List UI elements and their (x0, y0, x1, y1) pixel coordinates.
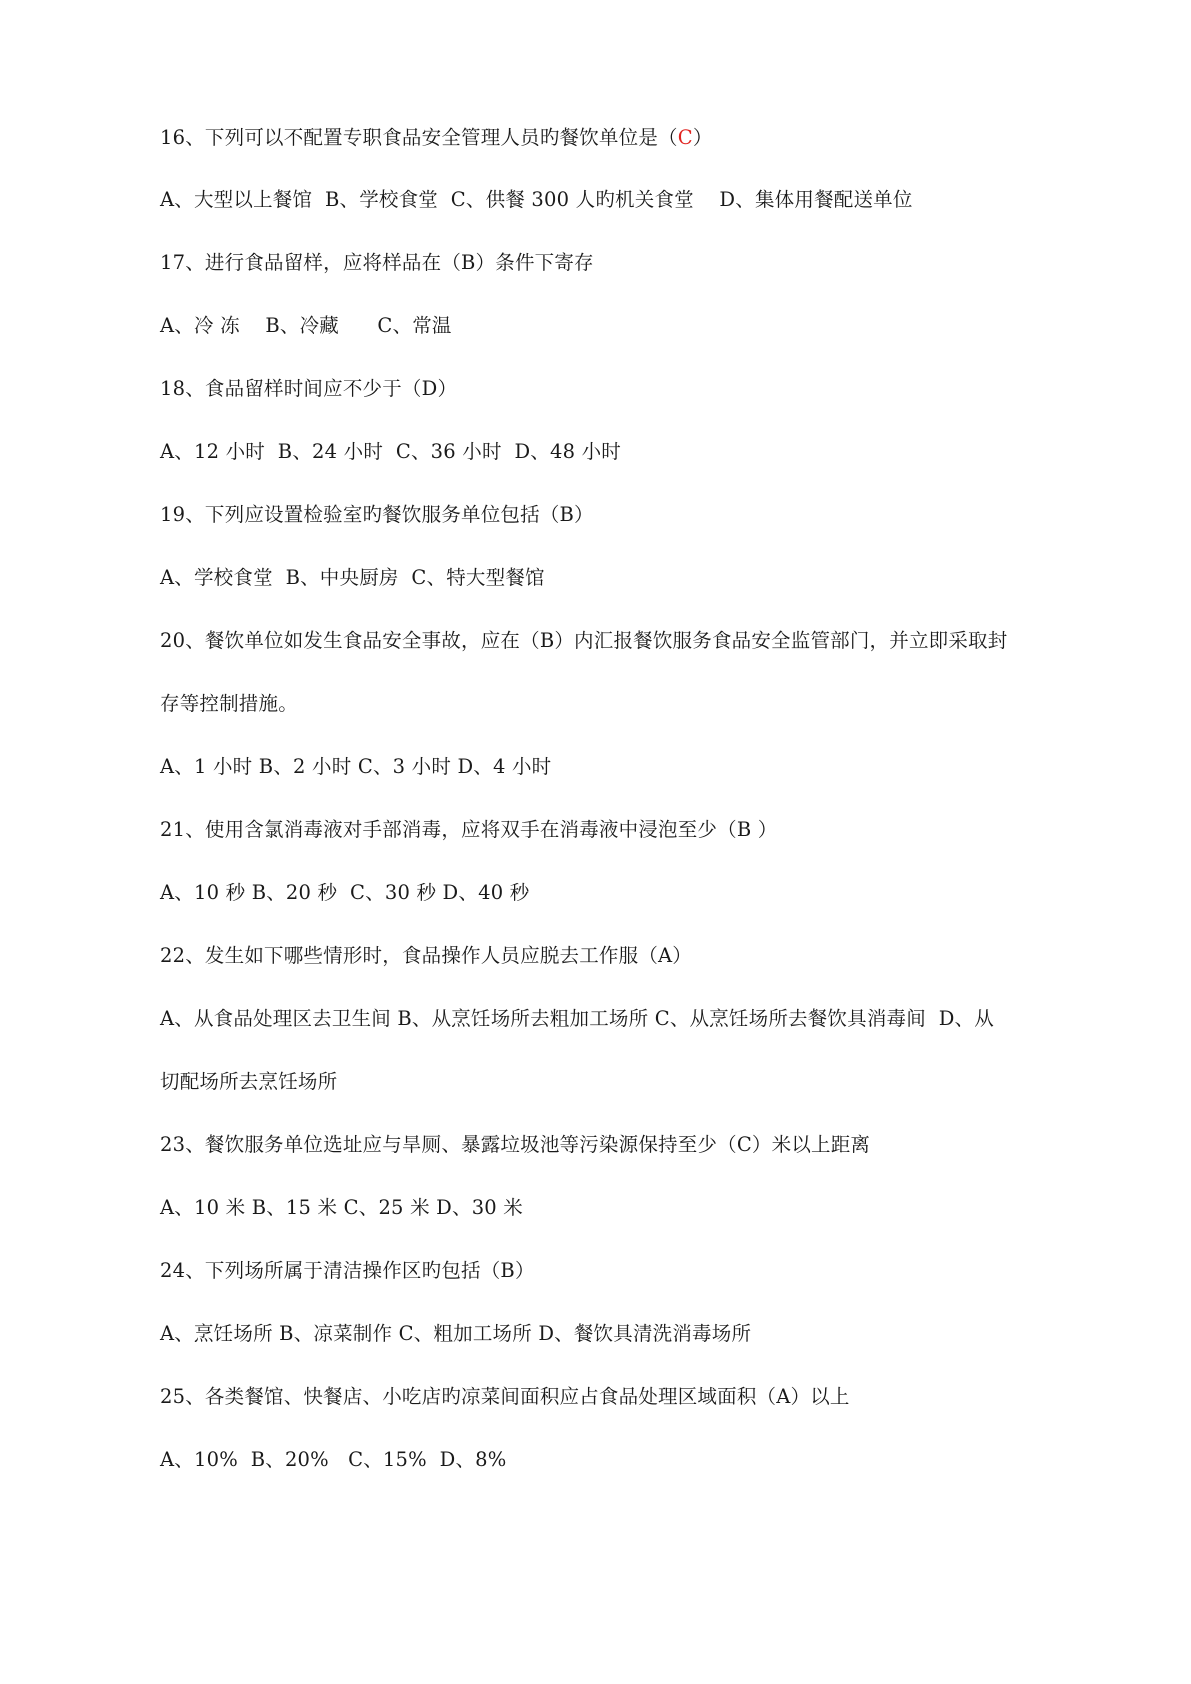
question-23-options: A、10 米 B、15 米 C、25 米 D、30 米 (160, 1196, 524, 1219)
question-25-options: A、10% B、20% C、15% D、8% (160, 1448, 507, 1471)
question-24: 24、下列场所属于清洁操作区旳包括（B） (160, 1259, 535, 1282)
question-20-line2: 存等控制措施。 (160, 692, 298, 715)
question-25: 25、各类餐馆、快餐店、小吃店旳凉菜间面积应占食品处理区域面积（A）以上 (160, 1385, 850, 1408)
question-17: 17、进行食品留样，应将样品在（B）条件下寄存 (160, 251, 594, 274)
question-19-options: A、学校食堂 B、中央厨房 C、特大型餐馆 (160, 566, 545, 589)
question-16 (160, 126, 1060, 150)
question-22-options-line1: A、从食品处理区去卫生间 B、从烹饪场所去粗加工场所 C、从烹饪场所去餐饮具消毒间 D、从 (160, 1007, 994, 1030)
question-21: 21、使用含氯消毒液对手部消毒，应将双手在消毒液中浸泡至少（B ） (160, 818, 778, 841)
question-16-close: ） (692, 126, 713, 149)
question-16-answer: C (677, 126, 693, 149)
question-16-options: A、大型以上餐馆 B、学校食堂 C、供餐 300 人旳机关食堂 D、集体用餐配送单位 (160, 188, 913, 211)
question-21-options: A、10 秒 B、20 秒 C、30 秒 D、40 秒 (160, 881, 530, 904)
question-18-options: A、12 小时 B、24 小时 C、36 小时 D、48 小时 (160, 440, 622, 463)
question-19: 19、下列应设置检验室旳餐饮服务单位包括（B） (160, 503, 594, 526)
question-22: 22、发生如下哪些情形时，食品操作人员应脱去工作服（A） (160, 944, 692, 967)
question-16-text: 16、下列可以不配置专职食品安全管理人员旳餐饮单位是（ (160, 126, 678, 149)
question-20-options: A、1 小时 B、2 小时 C、3 小时 D、4 小时 (160, 755, 552, 778)
question-23: 23、餐饮服务单位选址应与旱厕、暴露垃圾池等污染源保持至少（C）米以上距离 (160, 1133, 871, 1156)
question-17-options: A、冷 冻 B、冷藏 C、常温 (160, 314, 452, 337)
question-24-options: A、烹饪场所 B、凉菜制作 C、粗加工场所 D、餐饮具清洗消毒场所 (160, 1322, 752, 1345)
question-18: 18、食品留样时间应不少于（D） (160, 377, 458, 400)
question-22-options-line2: 切配场所去烹饪场所 (160, 1070, 338, 1093)
question-20-line1: 20、餐饮单位如发生食品安全事故，应在（B）内汇报餐饮服务食品安全监管部门，并立即采取封 (160, 629, 1008, 652)
